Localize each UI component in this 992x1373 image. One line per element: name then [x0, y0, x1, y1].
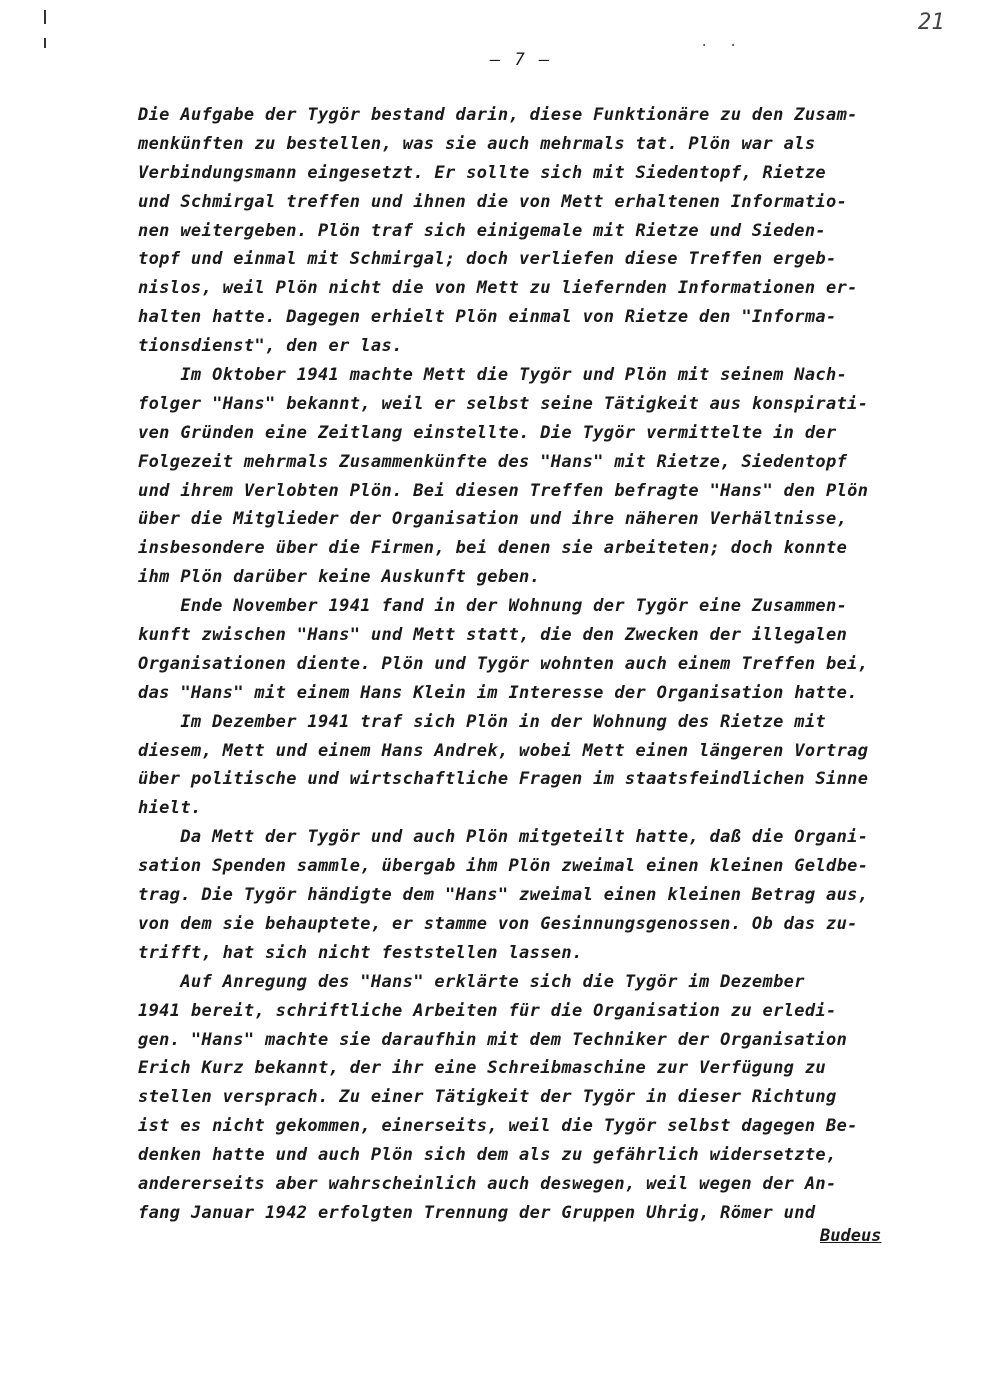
- smudge-dots: · ·: [700, 38, 744, 54]
- text-line: menkünften zu bestellen, was sie auch mehrmals tat. Plön war als: [138, 133, 816, 154]
- text-line: tionsdienst", den er las.: [138, 336, 403, 357]
- text-line: ihm Plön darüber keine Auskunft geben.: [138, 567, 541, 588]
- text-line: halten hatte. Dagegen erhielt Plön einmal von Rietze den "Informa-: [138, 307, 837, 328]
- text-line: kunft zwischen "Hans" und Mett statt, die den Zwecken der illegalen: [138, 625, 848, 646]
- page-number: — 7 —: [490, 50, 552, 70]
- text-line: ven Gründen eine Zeitlang einstellte. Die Tygör vermittelte in der: [138, 422, 837, 443]
- text-line: stellen versprach. Zu einer Tätigkeit der Tygör in dieser Richtung: [138, 1087, 837, 1108]
- text-line: hielt.: [138, 798, 202, 819]
- text-line: diesem, Mett und einem Hans Andrek, wobei Mett einen längeren Vortrag: [138, 740, 869, 761]
- text-line: über politische und wirtschaftliche Fragen im staatsfeindlichen Sinne: [138, 769, 869, 790]
- catchword: Budeus: [820, 1226, 882, 1246]
- text-line: andererseits aber wahrscheinlich auch deswegen, weil wegen der An-: [138, 1173, 837, 1194]
- handwritten-page-note: 21: [918, 10, 945, 35]
- text-line: Ende November 1941 fand in der Wohnung der Tygör eine Zusammen-: [138, 596, 848, 617]
- text-line: Folgezeit mehrmals Zusammenkünfte des "Hans" mit Rietze, Siedentopf: [138, 451, 848, 472]
- text-line: denken hatte und auch Plön sich dem als zu gefährlich widersetzte,: [138, 1145, 837, 1166]
- text-line: Die Aufgabe der Tygör bestand darin, diese Funktionäre zu den Zusam-: [138, 105, 858, 125]
- text-line: von dem sie behauptete, er stamme von Gesinnungsgenossen. Ob das zu-: [138, 913, 858, 934]
- body-text: [138, 101, 938, 1228]
- text-line: Erich Kurz bekannt, der ihr eine Schreibmaschine zur Verfügung zu: [138, 1058, 827, 1079]
- text-line: Im Dezember 1941 traf sich Plön in der Wohnung des Rietze mit: [138, 711, 827, 732]
- text-line: fang Januar 1942 erfolgten Trennung der Gruppen Uhrig, Römer und: [138, 1202, 816, 1223]
- text-line: trag. Die Tygör händigte dem "Hans" zweimal einen kleinen Betrag aus,: [138, 885, 869, 906]
- text-line: Im Oktober 1941 machte Mett die Tygör und Plön mit seinem Nach-: [138, 365, 848, 386]
- text-line: sation Spenden sammle, übergab ihm Plön zweimal einen kleinen Geldbe-: [138, 856, 869, 877]
- text-line: 1941 bereit, schriftliche Arbeiten für die Organisation zu erledi-: [138, 1000, 837, 1021]
- text-line: folger "Hans" bekannt, weil er selbst seine Tätigkeit aus konspirati-: [138, 393, 869, 414]
- text-line: über die Mitglieder der Organisation und ihre näheren Verhältnisse,: [138, 509, 848, 530]
- text-line: nislos, weil Plön nicht die von Mett zu liefernden Informationen er-: [138, 278, 858, 299]
- text-line: gen. "Hans" machte sie daraufhin mit dem Techniker der Organisation: [138, 1029, 848, 1050]
- text-line: Da Mett der Tygör und auch Plön mitgeteilt hatte, daß die Organi-: [138, 827, 869, 848]
- margin-mark: [44, 38, 46, 48]
- text-line: trifft, hat sich nicht feststellen lassen.: [138, 942, 583, 963]
- margin-mark: [44, 10, 46, 24]
- text-line: topf und einmal mit Schmirgal; doch verliefen diese Treffen ergeb-: [138, 249, 837, 270]
- text-line: insbesondere über die Firmen, bei denen sie arbeiteten; doch konnte: [138, 538, 848, 559]
- text-line: das "Hans" mit einem Hans Klein im Interesse der Organisation hatte.: [138, 682, 858, 703]
- text-line: Verbindungsmann eingesetzt. Er sollte sich mit Siedentopf, Rietze: [138, 162, 827, 183]
- text-line: und Schmirgal treffen und ihnen die von Mett erhaltenen Informatio-: [138, 191, 848, 212]
- text-line: Auf Anregung des "Hans" erklärte sich die Tygör im Dezember: [138, 971, 805, 992]
- text-line: Organisationen diente. Plön und Tygör wohnten auch einem Treffen bei,: [138, 653, 869, 674]
- text-line: nen weitergeben. Plön traf sich einigemale mit Rietze und Sieden-: [138, 220, 827, 241]
- text-line: ist es nicht gekommen, einerseits, weil die Tygör selbst dagegen Be-: [138, 1116, 858, 1137]
- text-line: und ihrem Verlobten Plön. Bei diesen Treffen befragte "Hans" den Plön: [138, 480, 869, 501]
